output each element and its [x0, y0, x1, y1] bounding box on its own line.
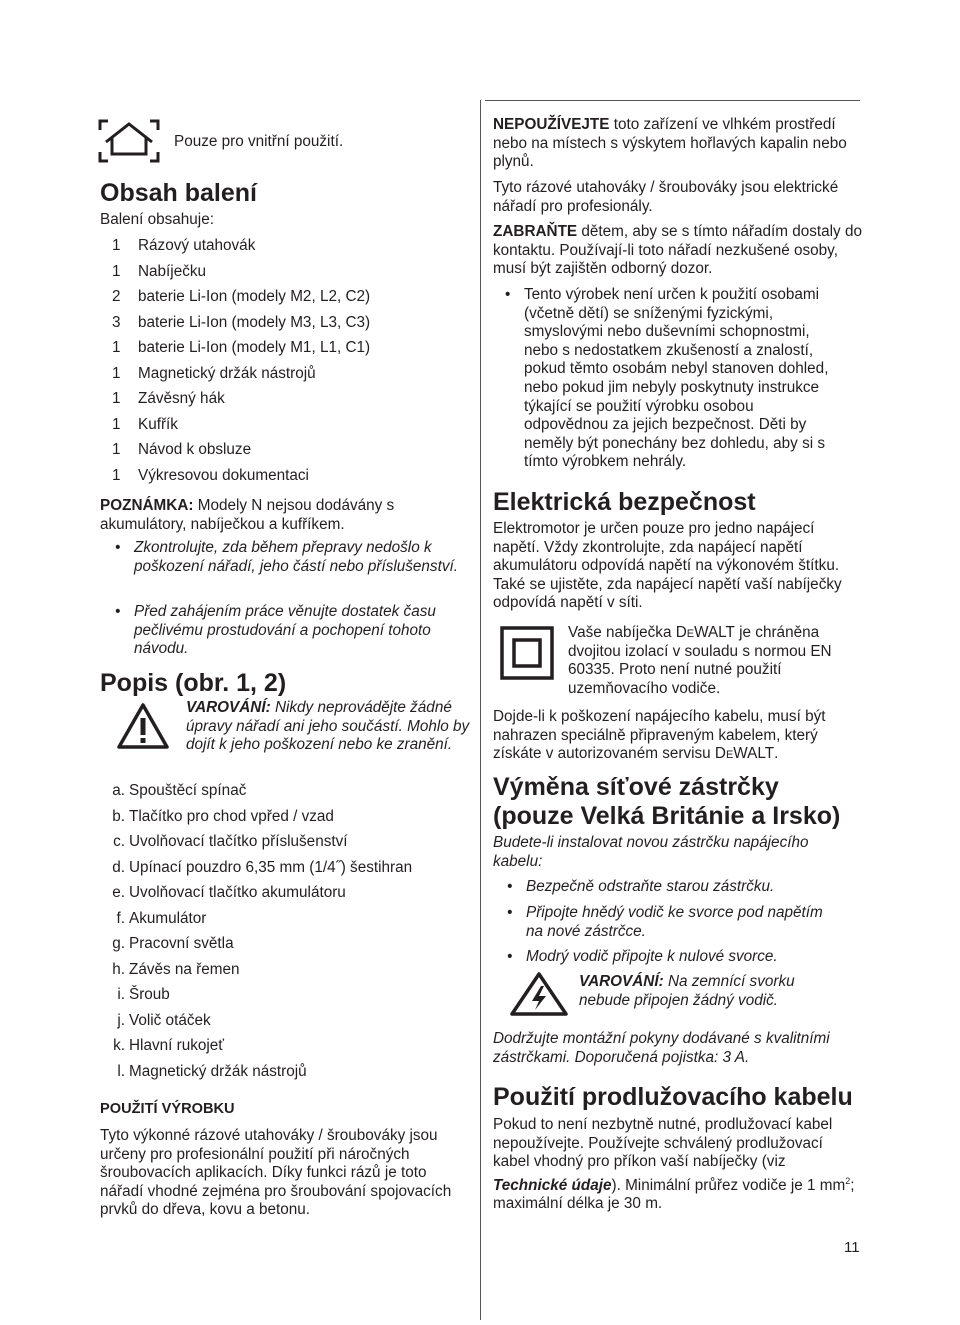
part-text: Volič otáček	[129, 1011, 211, 1029]
contents-item-qty: 1	[112, 339, 121, 356]
contents-item-text: Návod k obsluze	[138, 441, 252, 458]
description-warning	[186, 699, 471, 755]
plug-warning	[579, 973, 844, 1010]
contents-item-qty: 1	[112, 364, 121, 382]
contents-title: Obsah balení	[100, 179, 257, 207]
part-item	[94, 808, 334, 826]
contents-intro: Balení obsahuje:	[100, 211, 214, 228]
part-letter: d.	[112, 858, 125, 876]
bullet-item: • Připojte hnědý vodič ke svorce pod napětím na nové zástrčce.	[507, 904, 823, 940]
part-text: Hlavní rukojeť	[129, 1037, 225, 1054]
contents-item	[112, 314, 370, 332]
part-item	[94, 961, 240, 979]
part-item	[94, 1037, 224, 1055]
part-text: Šroub	[129, 986, 170, 1003]
electric-hazard-icon	[510, 972, 568, 1016]
warning-text: Nikdy neprovádějte žádné úpravy nářadí ani jeho součástí. Mohlo by dojít k jeho poškození nebo ke zranění.	[186, 699, 470, 754]
contents-item-text: Výkresovou dokumentaci	[138, 466, 309, 484]
part-text: Pracovní světla	[129, 935, 234, 952]
indoor-use-icon	[98, 118, 162, 164]
extension-cable-title: Použití prodlužovacího kabelu	[493, 1083, 853, 1111]
contents-item	[112, 390, 225, 408]
contents-item-text: baterie Li-Ion (modely M3, L3, C3)	[138, 313, 371, 331]
contents-item-text: Nabíječku	[138, 262, 207, 280]
electrical-safety-title: Elektrická bezpečnost	[493, 488, 756, 516]
contents-item-qty: 1	[112, 466, 121, 484]
contents-item-text: Závěsný hák	[138, 390, 225, 407]
contents-item	[112, 237, 255, 255]
extension-cable-text: Pokud to není nezbytně nutné, prodlužovací kabel nepoužívejte. Používejte schválený prodlužovací kabel vhodný pro příkon vaší nabíječky (viz Technické údaje). Minimální průřez vodiče je 1 $mm^2$; maximální délka je 30 m.	[493, 1116, 855, 1213]
contents-item-text: baterie Li-Ion (modely M1, L1, C1)	[138, 339, 371, 356]
warning-icon	[117, 703, 169, 749]
note-text: Modely N nejsou dodávány s akumulátory, nabíječkou a kufříkem.	[100, 497, 395, 533]
column-divider	[480, 100, 481, 1320]
note-label: POZNÁMKA:	[100, 497, 194, 514]
electrical-insulation-note: Vaše nabíječka DeWALT je chráněna dvojitou izolací v souladu s normou EN 60335. Proto není nutné použití uzemňovacího vodiče.	[568, 624, 832, 697]
part-text: Tlačítko pro chod vpřed / vzad	[129, 807, 334, 825]
plug-title: Výměna síťové zástrčky (pouze Velká Británie a Irsko)	[493, 773, 841, 830]
indoor-note: Pouze pro vnitřní použití.	[174, 133, 344, 150]
part-item	[94, 935, 234, 953]
contents-item-text: Magnetický držák nástrojů	[138, 364, 316, 382]
part-letter: f.	[116, 909, 125, 927]
part-letter: c.	[113, 833, 125, 850]
contents-item-text: Kufřík	[138, 415, 178, 433]
contents-item-qty: 2	[112, 288, 121, 305]
warning-label: VAROVÁNÍ:	[186, 699, 271, 716]
intended-use-title: POUŽITÍ VÝROBKU	[100, 1101, 235, 1117]
bullet-dot: •	[507, 904, 513, 921]
part-item	[94, 859, 412, 877]
part-item	[94, 1063, 307, 1081]
warning-text: Na zemnící svorku nebude připojen žádný vodič.	[579, 973, 795, 1009]
electrical-p3: Dojde-li k poškození napájecího kabelu, musí být nahrazen speciálně připraveným kabelem, který získáte v autorizovaném servisu DeWALT.	[493, 708, 826, 763]
warning-label: VAROVÁNÍ:	[579, 973, 664, 990]
contents-item	[112, 365, 316, 383]
contents-item-text: baterie Li-Ion (modely M2, L2, C2)	[138, 288, 371, 305]
part-letter: a.	[112, 782, 125, 799]
part-text: Akumulátor	[129, 909, 207, 927]
contents-item	[112, 441, 251, 459]
part-letter: b.	[112, 807, 125, 825]
part-letter: e.	[112, 884, 125, 901]
bullet-item: • Modrý vodič připojte k nulové svorce.	[507, 948, 778, 965]
contents-item-qty: 1	[112, 390, 121, 407]
note	[100, 497, 445, 534]
part-text: Závěs na řemen	[129, 960, 240, 978]
intended-use-text: Tyto výkonné rázové utahováky / šroubováky jsou určeny pro profesionální použití při náročných šroubovacích aplikacích. Díky funkci rázů je toto nářadí vhodné zejména pro šroubování spojovacích prvků do dřeva, kovu a betonu.	[100, 1127, 452, 1219]
contents-item-qty: 1	[112, 441, 121, 458]
top-rule	[485, 100, 860, 101]
page-number: 11	[844, 1239, 860, 1256]
part-letter: i.	[117, 986, 125, 1003]
description-title: Popis (obr. 1, 2)	[100, 669, 287, 697]
bullet-item: • Tento výrobek není určen k použití osobami (včetně dětí) se sníženými fyzickými, smyslovými nebo duševními schopnostmi, nebo s nedostatkem zkušeností a znalostí, pokud těmto osobám nebyl stanoven dohled, nebo pokud jim nebyly poskytnuty instrukce týkající se použití výrobku osobou odpovědnou za jejich bezpečnost. Děti by neměly být ponechány bez dohledu, aby si s tímto výrobkem nehrály.	[505, 286, 829, 471]
part-item	[94, 910, 206, 928]
part-letter: k.	[113, 1037, 125, 1054]
contents-item-qty: 1	[112, 237, 121, 254]
contents-item-text: Rázový utahovák	[138, 237, 256, 254]
p-do-not-use: NEPOUŽÍVEJTE toto zařízení ve vlhkém prostředí nebo na místech s výskytem hořlavých kapalin nebo plynů.	[493, 116, 847, 171]
part-item	[94, 884, 346, 902]
part-letter: l.	[117, 1062, 125, 1080]
part-letter: g.	[112, 935, 125, 952]
part-text: Spouštěcí spínač	[129, 782, 247, 799]
double-insulation-icon	[500, 626, 554, 680]
contents-item-qty: 3	[112, 313, 121, 331]
plug-intro: Budete-li instalovat novou zástrčku napájecího kabelu:	[493, 834, 809, 870]
electrical-p1: Elektromotor je určen pouze pro jedno napájecí napětí. Vždy zkontrolujte, zda napájecí napětí akumulátoru odpovídá napětí na výkonovém štítku. Také se ujistěte, zda napájecí napětí vaší nabíječky odpovídá napětí v síti.	[493, 520, 842, 612]
contents-item-qty: 1	[112, 262, 121, 280]
bullet-dot: •	[115, 603, 121, 620]
bullet-item: • Zkontrolujte, zda během přepravy nedošlo k poškození nářadí, jeho částí nebo příslušenství.	[115, 539, 458, 575]
contents-item	[112, 263, 206, 281]
part-text: Uvolňovací tlačítko příslušenství	[129, 833, 348, 850]
part-text: Magnetický držák nástrojů	[129, 1062, 307, 1080]
contents-item	[112, 467, 309, 485]
part-item	[94, 1012, 211, 1030]
contents-item	[112, 339, 370, 357]
bullet-dot: •	[115, 539, 121, 556]
part-text: Upínací pouzdro 6,35 mm (1/4˝) šestihran	[129, 858, 413, 876]
part-text: Uvolňovací tlačítko akumulátoru	[129, 884, 346, 901]
bullet-dot: •	[507, 878, 513, 895]
contents-item	[112, 288, 370, 306]
part-letter: j.	[117, 1011, 125, 1029]
part-item	[94, 833, 348, 851]
contents-item	[112, 416, 178, 434]
contents-item-qty: 1	[112, 415, 121, 433]
bullet-item: • Před zahájením práce věnujte dostatek času pečlivému prostudování a pochopení tohoto návodu.	[115, 603, 436, 658]
bullet-item: • Bezpečně odstraňte starou zástrčku.	[507, 878, 775, 895]
p-professional: Tyto rázové utahováky / šroubováky jsou elektrické nářadí pro profesionály.	[493, 179, 839, 215]
bullet-dot: •	[507, 948, 513, 965]
p-prevent-children: ZABRAŇTE dětem, aby se s tímto nářadím dostaly do kontaktu. Používají-li toto nářadí nezkušené osoby, musí být zajištěn odborný dozor.	[493, 223, 862, 278]
plug-follow: Dodržujte montážní pokyny dodávané s kvalitními zástrčkami. Doporučená pojistka: 3 A.	[493, 1030, 830, 1066]
part-item	[94, 986, 170, 1004]
part-item	[94, 782, 246, 800]
part-letter: h.	[112, 960, 125, 978]
bullet-dot: •	[505, 286, 511, 303]
